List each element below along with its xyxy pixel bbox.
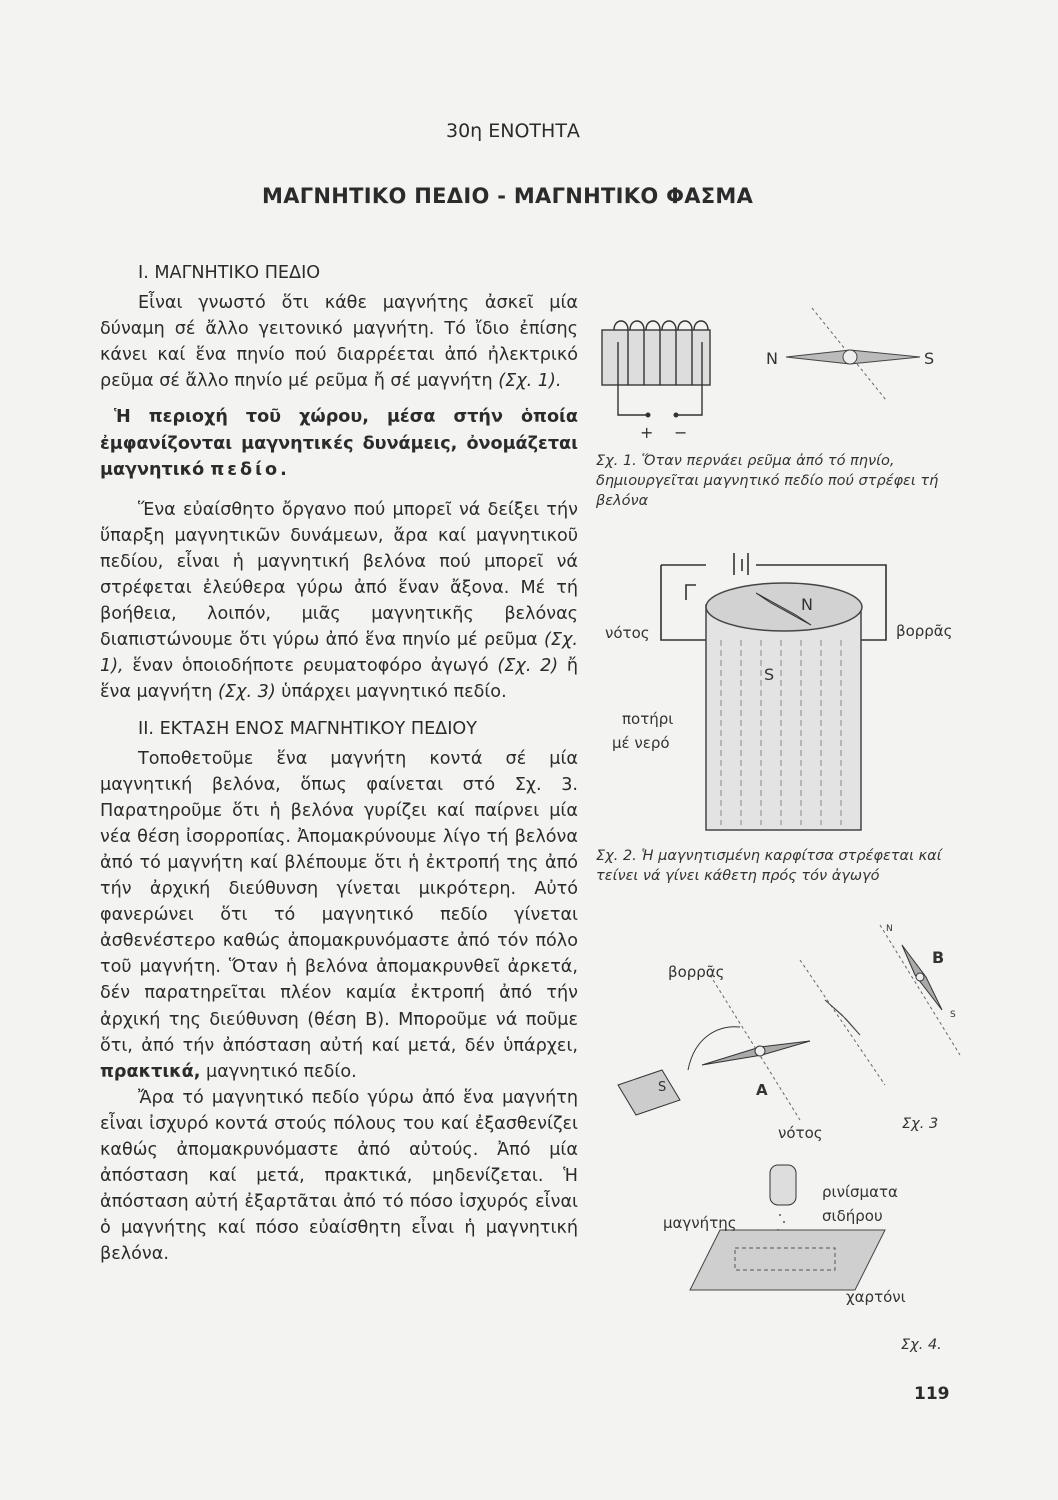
needle-b-s-label: S [950, 1010, 956, 1020]
card-label: χαρτόνι [846, 1288, 906, 1306]
figure-2-caption: Σχ. 2. Ἡ μαγνητισμένη καρφίτσα στρέφεται καί τείνει νά γίνει κάθετη πρός τόν ἀγωγό [596, 848, 942, 884]
unit-title: 30η ΕΝΟΤΗΤΑ [446, 120, 580, 142]
needle-n-label: N [766, 349, 778, 368]
figure-3-caption: Σχ. 3 [902, 1116, 939, 1132]
bar-magnet [618, 1070, 680, 1115]
figure-3-magnet-needles [610, 915, 970, 1145]
page-number: 119 [914, 1384, 950, 1404]
position-a-label: A [756, 1081, 768, 1099]
north-label: βορρᾶς [896, 622, 953, 640]
figure-1-coil [590, 300, 950, 450]
section2-paragraph-1: Τοποθετοῦμε ἕνα μαγνήτη κοντά σέ μία μαγνητική βελόνα, ὅπως φαίνεται στό Σχ. 3. Παρατηροῦμε ὅτι ἡ βελόνα γυρίζει καί παίρνει μία νέα θέση ἰσορροπίας. Ἀπομακρύνουμε λίγο τή βελόνα ἀπό τό μαγνήτη καί βλέπουμε ὅτι ἡ ἐκτροπή της ἀπό τήν ἀρχική διεύθυνση γίνεται μικρότερη. Αὐτό φανερώνει ὅτι τό μαγνητικό πεδίο γίνεται ἀσθενέστερο καθώς ἀπομακρυνόμαστε ἀπό τόν πόλο τοῦ μαγνήτη. Ὅταν ἡ βελόνα ἀπομακρυνθεῖ ἀρκετά, δέν παρατηρεῖται πλέον καμία ἐκτροπή ἀπό τήν ἀρχική της διεύθυνση (θέση Β). Μποροῦμε νά ποῦμε ὅτι, ἀπό τήν ἀπόσταση αὐτή καί μετά, δέν ὑπάρχει, πρακτικά, μαγνητικό πεδίο. [100, 748, 578, 1082]
needle-b-n-label: N [886, 924, 893, 934]
filings-shaker [770, 1165, 796, 1205]
minus-label: − [674, 423, 688, 442]
fig3-north-label: βορρᾶς [668, 963, 725, 981]
figure-1-caption: Σχ. 1. Ὅταν περνάει ρεῦμα ἀπό τό πηνίο, δημιουργεῖται μαγνητικό πεδίο πού στρέφει τή βελόνα [596, 453, 939, 509]
section1-paragraph-1: Εἶναι γνωστό ὅτι κάθε μαγνήτης ἀσκεῖ μία δύναμη σέ ἄλλο γειτονικό μαγνήτη. Τό ἴδιο ἐπίσης κάνει καί ἕνα πηνίο πού διαρρέεται ἀπό ἠλεκτρικό ρεῦμα σέ ἄλλο πηνίο μέ ρεῦμα ἤ σέ μαγνήτη (Σχ. 1). [100, 293, 578, 392]
figure-4-caption: Σχ. 4. [901, 1337, 942, 1353]
fig3-south-label: νότος [778, 1124, 823, 1142]
section1-paragraph-2: Ἕνα εὐαίσθητο ὄργανο πού μπορεῖ νά δείξει τήν ὕπαρξη μαγνητικῶν δυνάμεων, ἄρα καί μαγνητικοῦ πεδίου, εἶναι ἡ μαγνητική βελόνα πού μπορεῖ νά στρέφεται ἐλεύθερα γύρω ἀπό ἕναν ἄξονα. Μέ τή βοήθεια, λοιπόν, μιᾶς μαγνητικῆς βελόνας διαπιστώνουμε ὅτι γύρω ἀπό ἕνα πηνίο μέ ρεῦμα (Σχ. 1), ἕναν ὁποιοδήποτε ρευματοφόρο ἀγωγό (Σχ. 2) ἤ ἕνα μαγνήτη (Σχ. 3) ὑπάρχει μαγνητικό πεδίο. [100, 499, 579, 703]
needle-s-label: S [924, 349, 935, 368]
pin-n-label: N [801, 595, 813, 614]
figure-4-iron-filings [660, 1160, 920, 1305]
section2-heading: ΙΙ. ΕΚΤΑΣΗ ΕΝΟΣ ΜΑΓΝΗΤΙΚΟΥ ΠΕΔΙΟΥ [138, 718, 478, 739]
south-label: νότος [605, 624, 650, 642]
glass [706, 605, 861, 830]
glass-label-1: ποτήρι [622, 710, 674, 728]
figure-2-conductor [596, 545, 966, 835]
section1-heading: Ι. ΜΑΓΝΗΤΙΚΟ ΠΕΔΙΟ [138, 263, 321, 283]
section2-paragraph-2: Ἄρα τό μαγνητικό πεδίο γύρω ἀπό ἕνα μαγνήτη εἶναι ἰσχυρό κοντά στούς πόλους του καί ἐξασθενίζει καθώς ἀπομακρυνόμαστε ἀπό αὐτούς. Ἀπό μία ἀπόσταση καί μετά, πρακτικά, μηδενίζεται. Ἡ ἀπόσταση αὐτή ἐξαρτᾶται ἀπό τό πόσο ἰσχυρός εἶναι ὁ μαγνήτης καί πόσο εὐαίσθητη εἶναι ἡ μαγνητική βελόνα. [100, 1087, 578, 1265]
pin-s-label: S [764, 665, 775, 684]
filings-label-1: ρινίσματα [822, 1183, 898, 1201]
position-b-label: B [932, 948, 945, 967]
page-title: ΜΑΓΝΗΤΙΚΟ ΠΕΔΙΟ - ΜΑΓΝΗΤΙΚΟ ΦΑΣΜΑ [262, 184, 754, 208]
main-text-column [100, 260, 578, 1267]
glass-label-2: μέ νερό [612, 734, 670, 752]
magnet-s-label: S [658, 1080, 667, 1095]
filings-label-2: σιδήρου [822, 1207, 883, 1225]
card [690, 1230, 885, 1290]
plus-label: + [640, 423, 654, 442]
definition: Ἡ περιοχή τοῦ χώρου, μέσα στήν ὁποία ἐμφανίζονται μαγνητικές δυνάμεις, ὀνομάζεται μαγνητικό πεδίο. [100, 407, 578, 480]
magnet-label: μαγνήτης [663, 1214, 737, 1232]
